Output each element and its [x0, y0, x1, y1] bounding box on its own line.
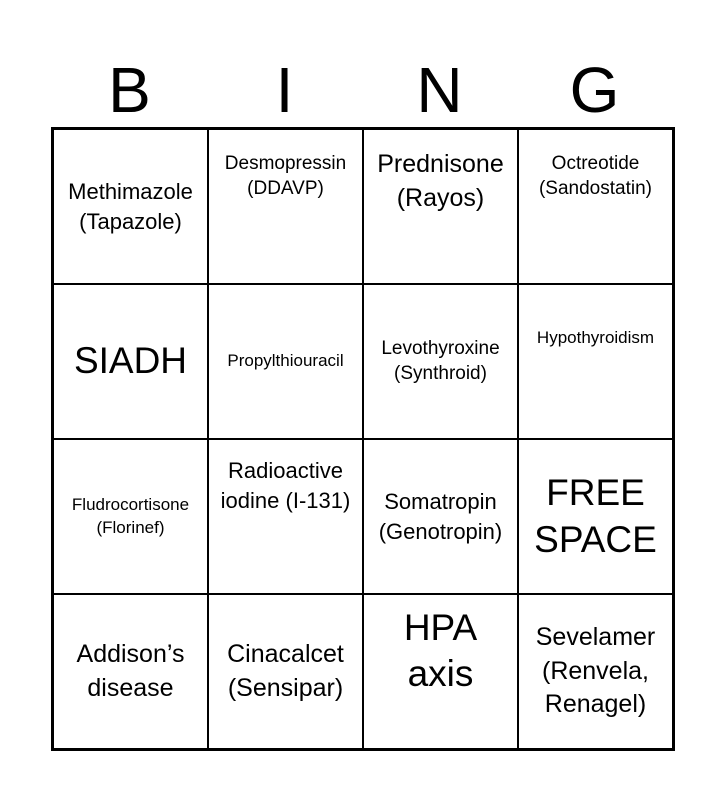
bingo-cell[interactable]	[518, 284, 673, 439]
bingo-header	[52, 52, 672, 128]
cell-text: FREE SPACE	[534, 472, 657, 560]
bingo-cell[interactable]	[208, 284, 363, 439]
bingo-cell[interactable]	[518, 594, 673, 749]
cell-text: Somatropin (Genotropin)	[378, 488, 503, 544]
cell-text: SIADH	[73, 340, 188, 382]
bingo-cell[interactable]	[208, 129, 363, 284]
cell-text: Prednisone (Rayos)	[377, 150, 504, 212]
bingo-cell[interactable]	[363, 594, 518, 749]
cell-text: Methimazole (Tapazole)	[68, 178, 193, 234]
cell-text: Addison’s disease	[76, 639, 185, 702]
cell-text: Propylthiouracil	[227, 351, 344, 371]
bingo-cell[interactable]	[53, 284, 208, 439]
cell-text: HPA axis	[403, 607, 478, 695]
header-letter-i: I	[275, 54, 294, 126]
cell-text: Hypothyroidism	[536, 328, 655, 347]
header-letter-g: G	[569, 54, 620, 126]
bingo-grid	[51, 127, 675, 751]
cell-text: Octreotide (Sandostatin)	[538, 153, 652, 199]
cell-text: Desmopressin (DDAVP)	[224, 153, 347, 199]
cell-text: Sevelamer (Renvela, Renagel)	[535, 622, 656, 719]
header-letter-n: N	[416, 54, 463, 126]
free-space-cell[interactable]	[518, 439, 673, 594]
bingo-cell[interactable]	[518, 129, 673, 284]
bingo-cell[interactable]	[208, 439, 363, 594]
cell-text: Radioactive iodine (I-131)	[220, 458, 351, 513]
cell-text: Fludrocortisone (Florinef)	[71, 494, 190, 537]
bingo-cell[interactable]	[53, 439, 208, 594]
bingo-cell[interactable]	[208, 594, 363, 749]
cell-text: Levothyroxine (Synthroid)	[381, 337, 500, 384]
cell-text: Cinacalcet (Sensipar)	[227, 639, 344, 702]
bingo-cell[interactable]	[53, 594, 208, 749]
bingo-cell[interactable]	[363, 129, 518, 284]
bingo-cell[interactable]	[363, 284, 518, 439]
bingo-cell[interactable]	[363, 439, 518, 594]
bingo-cell[interactable]	[53, 129, 208, 284]
header-letter-b: B	[108, 54, 151, 126]
